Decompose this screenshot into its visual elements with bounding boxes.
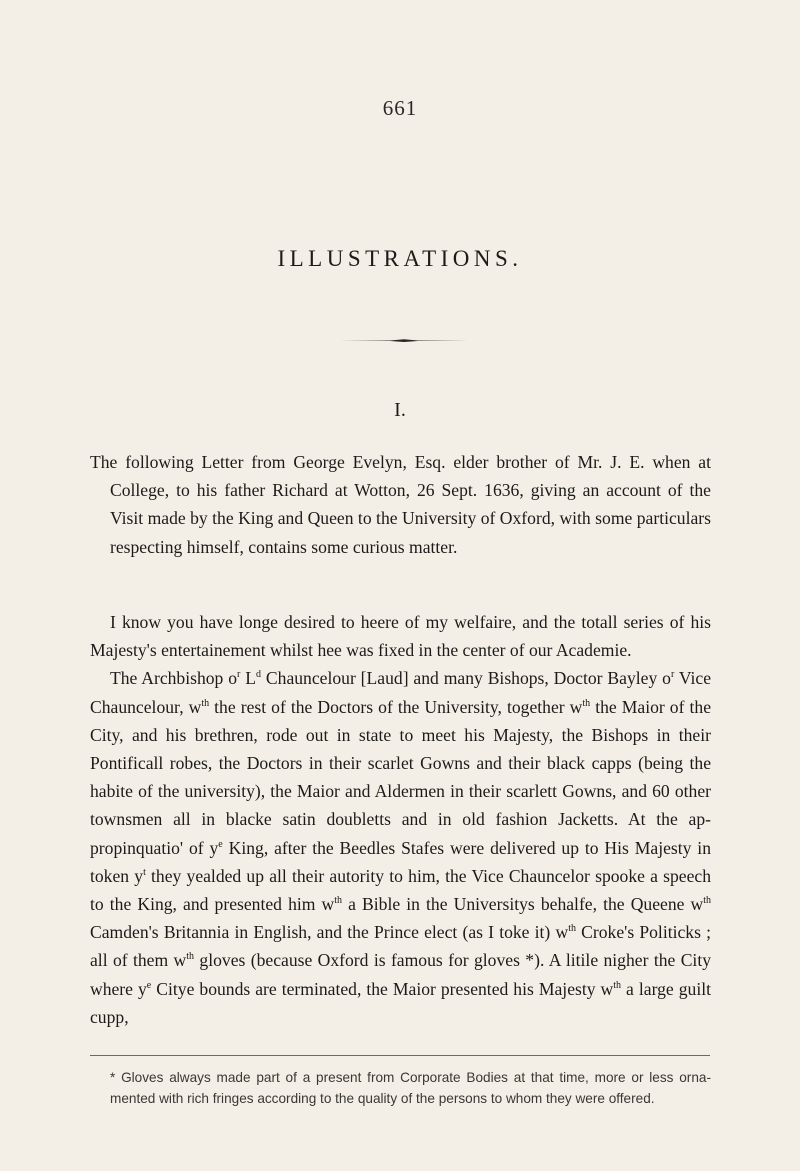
superscript: th — [186, 951, 195, 963]
text-run: King, after the Beedles Stafes were delivered up to His Majesty in token y — [90, 837, 711, 886]
intro-paragraph-block — [90, 448, 711, 561]
text-run: Croke's Politicks ; all of them w — [90, 922, 711, 971]
page-number: 661 — [382, 96, 418, 120]
superscript: t — [143, 866, 146, 878]
superscript: r — [237, 669, 241, 681]
text-run: Vice Chauncelour, w — [90, 668, 711, 717]
superscript: th — [613, 979, 622, 991]
letter-paragraph-1: I know you have longe desired to heere of my welfaire, and the totall series of his Majesty's entertainement whilst hee was fixed in the center of our Academie. — [90, 612, 711, 661]
section-numeral: I. — [394, 399, 406, 421]
text-run: gloves (because Oxford is famous for gloves *). A litile nigher the City where y — [90, 950, 711, 999]
text-run: the rest of the Doctors of the University, together w — [209, 696, 583, 717]
footnote — [90, 1067, 711, 1109]
superscript: th — [582, 697, 591, 709]
superscript: r — [670, 669, 675, 681]
text-run: L — [240, 668, 257, 689]
superscript: th — [703, 895, 712, 907]
text-run: The Archbishop o — [110, 668, 238, 689]
superscript: d — [256, 669, 262, 681]
superscript: e — [218, 838, 223, 850]
page-heading: ILLUSTRATIONS. — [277, 246, 523, 271]
superscript: th — [201, 697, 210, 709]
letter-body — [90, 608, 711, 1031]
intro-paragraph: The following Letter from George Evelyn, Esq. elder brother of Mr. J. E. when at College, to his father Richard at Wotton, 26 Sept. 1636, giving an account of the Visit made by the King and Queen to the University of Oxford, with some particulars respecting himself, contains some curious matter. — [90, 452, 711, 557]
text-run: a large guilt cupp, — [90, 978, 711, 1027]
text-run: Citye bounds are terminated, the Maior presented his Majesty w — [151, 978, 614, 999]
ornamental-rule-icon — [340, 339, 468, 342]
text-run: a Bible in the Universitys behalfe, the Queene w — [342, 894, 704, 915]
superscript: th — [334, 895, 343, 907]
footnote-divider — [90, 1055, 710, 1056]
text-run: Chauncelour [Laud] and many Bishops, Doctor Bayley o — [261, 668, 671, 689]
text-run: they yealded up all their autority to him, the Vice Chauncelor spooke a speech to the King, and presented him w — [90, 865, 711, 915]
footnote-text: * Gloves always made part of a present from Corporate Bodies at that time, more or less ornamented with rich fringes according to the quality of the persons to whom they were offered. — [110, 1070, 711, 1106]
superscript: e — [146, 979, 152, 991]
letter-paragraph-2 — [90, 664, 711, 1031]
text-run: Camden's Britannia in English, and the Prince elect (as I toke it) w — [90, 922, 569, 943]
superscript: th — [568, 923, 576, 935]
text-run: the Maior of the City, and his brethren, rode out in state to meet his Majesty, the Bishops in their Pontificall robes, the Doctors in their scarlet Gowns and their black capps (being the habite of the university), the Maior and Aldermen in their scarlett Gowns, and 60 other townsmen all in blacke satin doubletts and in old fashion Jacketts. At the appropinquatio' of y — [90, 696, 712, 858]
